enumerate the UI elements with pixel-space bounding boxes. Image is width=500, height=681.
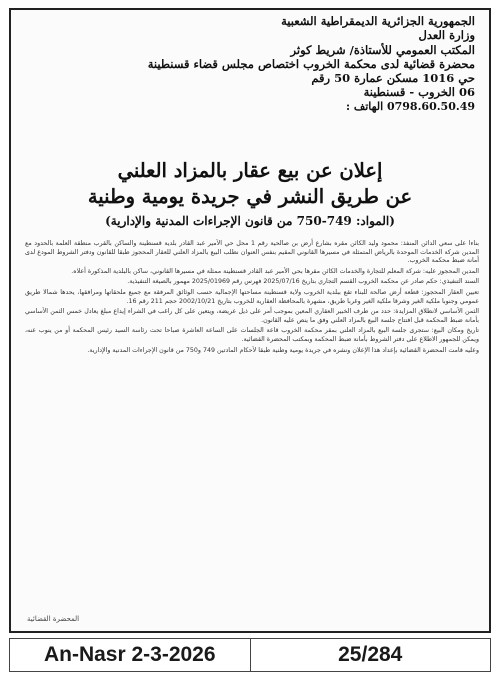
body-paragraph: المدين المحجوز عليه: شركة المعلم للتجارة والخدمات الكائن مقرها بحي الأمير عبد القادر قسنطينة ممثلة في مسيرها القانوني، ساكن بالبلدية المذكورة أعلاه. [71, 267, 479, 275]
bailiff-header [145, 14, 475, 114]
notice-title: إعلان عن بيع عقار بالمزاد العلني [117, 159, 383, 182]
notice-titles [11, 158, 489, 230]
address-line-2: 06 الخروب - قسنطينة [363, 85, 475, 100]
body-paragraph: تاريخ ومكان البيع: ستجرى جلسة البيع بالمزاد العلني بمقر محكمة الخروب قاعة الجلسات على الساعة العاشرة صباحا تحت رئاسة السيد رئيس المحكمة أو من ينوب عنه، ويمكن للجمهور الاطلاع على دفتر الشروط بأمانة ضبط المحكمة وبمكتب المحضرة القضائية. [25, 327, 479, 343]
publication-footer [9, 638, 491, 672]
ministry-line: وزارة العدل [418, 28, 475, 43]
republic-line: الجمهورية الجزائرية الديمقراطية الشعبية [281, 14, 475, 28]
legal-reference: (المواد: 749-750 من قانون الإجراءات المدنية والإدارية) [105, 214, 395, 228]
notice-subtitle: عن طريق النشر في جريدة يومية وطنية [87, 185, 413, 208]
notice-body [25, 240, 479, 357]
body-paragraph: وعليه قامت المحضرة القضائية بإعداد هذا الإعلان ونشره في جريدة يومية وطنية طبقا لأحكام المادتين 749 و750 من قانون الإجراءات المدنية والإدارية. [87, 346, 479, 354]
publication-date: An-Nasr 2-3-2026 [43, 643, 216, 666]
body-paragraph: الثمن الأساسي لانطلاق المزايدة: حدد من طرف الخبير العقاري المعين بموجب أمر على ذيل عريضة، ويتعين على كل راغب في الشراء إيداع مبلغ يعادل خمس الثمن الأساسي بأمانة ضبط المحكمة قبل افتتاح جلسة البيع بالمزاد العلني وفق ما ينص عليه القانون. [25, 308, 479, 324]
court-line: محضرة قضائية لدى محكمة الخروب اختصاص مجلس قضاء قسنطينة [147, 56, 475, 71]
body-paragraph: تعيين العقار المحجوز: قطعة أرض صالحة للبناء تقع ببلدية الخروب ولاية قسنطينة مساحتها الإجمالية حسب الوثائق المرفقة مع جميع ملحقاتها ومرافقها، يحدها شمالا طريق عمومي وجنوبا ملكية الغير وشرقا ملكية الغير وغربا طريق، مشهرة بالمحافظة العقارية للخروب بتاريخ 2002/10/21 حجم 211 رقم 16. [25, 288, 479, 305]
page-reference: 25/284 [250, 639, 491, 671]
body-paragraph: بناءا على سعي الدائن المنفذ: محمود وليد الكائن مقره بشارع أرض بن صالحية رقم 1 محل حي الأمير عبد القادر بلدية قسنطينة والساكن بالقرب منطقة العلمة بالحدود مع المدين شركة الخدمات الموحدة بالرياض المتمثلة في مسيرها القانوني المقيم بنفس العنوان نطلب البيع بالمزاد العلني للعقار المحجوز طبقا للقانون ودفتر الشروط المودع لدى أمانة ضبط محكمة الخروب. [25, 240, 479, 265]
auction-notice [9, 8, 491, 633]
body-paragraph: السند التنفيذي: حكم صادر عن محكمة الخروب القسم التجاري بتاريخ 2025/07/16 فهرس رقم 2025/01969 مهمور بالصيغة التنفيذية. [127, 278, 479, 286]
signature-label: المحضرة القضائية [27, 615, 80, 623]
address-line-1: حي 1016 مسكن عمارة 50 رقم [311, 71, 475, 86]
office-line: المكتب العمومي للأستاذة/ شريط كوثر [290, 42, 475, 57]
phone-line: 0798.60.50.49 الهاتف : [345, 99, 475, 113]
